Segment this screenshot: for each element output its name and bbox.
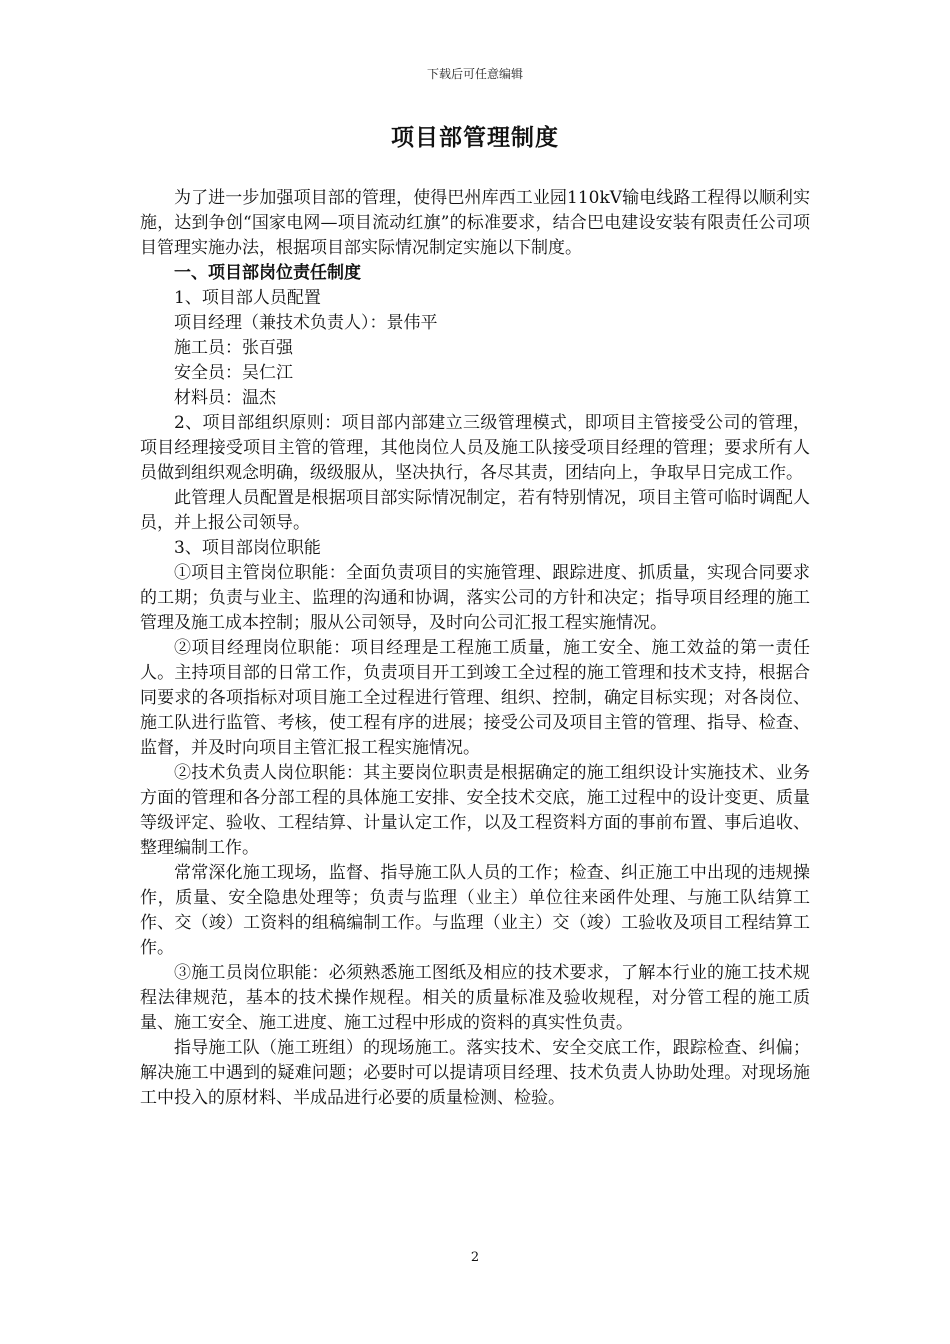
subsection-heading: 1、项目部人员配置 [174,288,321,308]
duty-construction-worker-continued: 指导施工队（施工班组）的现场施工。落实技术、安全交底工作，跟踪检查、纠偏；解决施工中遇到的疑难问题；必要时可以提请项目经理、技术负责人协助处理。对现场施工中投入的原材料、半成品进行必要的质量检测、检验。 [140,1038,810,1108]
duty-technical-lead-continued: 常常深化施工现场，监督、指导施工队人员的工作；检查、纠正施工中出现的违规操作，质量、安全隐患处理等；负责与监理（业主）单位往来函件处理、与施工队结算工作、交（竣）工资料的组稿编制工作。与监理（业主）交（竣）工验收及项目工程结算工作。 [140,863,810,958]
staffing-note-paragraph: 此管理人员配置是根据项目部实际情况制定，若有特别情况，项目主管可临时调配人员，并上报公司领导。 [140,488,810,533]
staff-materials-officer: 材料员：温杰 [174,388,276,408]
document-body [140,186,810,1111]
staff-project-manager: 项目经理（兼技术负责人）：景伟平 [174,313,438,333]
duty-project-supervisor: ①项目主管岗位职能：全面负责项目的实施管理、跟踪进度、抓质量，实现合同要求的工期；负责与业主、监理的沟通和协调，落实公司的方针和决定；指导项目经理的施工管理及施工成本控制；服从公司领导，及时向公司汇报工程实施情况。 [140,563,810,633]
page-number: 2 [470,1250,480,1265]
intro-paragraph: 为了进一步加强项目部的管理，使得巴州库西工业园110kV输电线路工程得以顺利实施，达到争创“国家电网—项目流动红旗”的标准要求，结合巴电建设安装有限责任公司项目管理实施办法，根据项目部实际情况制定实施以下制度。 [140,188,810,258]
duty-technical-lead: ②技术负责人岗位职能：其主要岗位职责是根据确定的施工组织设计实施技术、业务方面的管理和各分部工程的具体施工安排、安全技术交底，施工过程中的设计变更、质量等级评定、验收、工程结算、计量认定工作，以及工程资料方面的事前布置、事后追收、整理编制工作。 [140,763,810,858]
subsection-heading: 3、项目部岗位职能 [174,538,321,558]
organization-principle-paragraph: 2、项目部组织原则：项目部内部建立三级管理模式，即项目主管接受公司的管理，项目经理接受项目主管的管理，其他岗位人员及施工队接受项目经理的管理；要求所有人员做到组织观念明确，级级服从，坚决执行，各尽其责，团结向上，争取早日完成工作。 [140,413,810,483]
staff-safety-officer: 安全员：吴仁江 [174,363,293,383]
staff-construction-worker: 施工员：张百强 [174,338,293,358]
section-heading: 一、项目部岗位责任制度 [174,263,361,283]
page-header-note: 下载后可任意编辑 [426,67,523,81]
duty-project-manager: ②项目经理岗位职能：项目经理是工程施工质量，施工安全、施工效益的第一责任人。主持项目部的日常工作，负责项目开工到竣工全过程的施工管理和技术支持，根据合同要求的各项指标对项目施工全过程进行管理、组织、控制，确定目标实现；对各岗位、施工队进行监管、考核，使工程有序的进展；接受公司及项目主管的管理、指导、检查、监督，并及时向项目主管汇报工程实施情况。 [140,638,810,758]
document-title: 项目部管理制度 [391,124,559,151]
duty-construction-worker: ③施工员岗位职能：必须熟悉施工图纸及相应的技术要求，了解本行业的施工技术规程法律规范，基本的技术操作规程。相关的质量标准及验收规程，对分管工程的施工质量、施工安全、施工进度、施工过程中形成的资料的真实性负责。 [140,963,810,1033]
